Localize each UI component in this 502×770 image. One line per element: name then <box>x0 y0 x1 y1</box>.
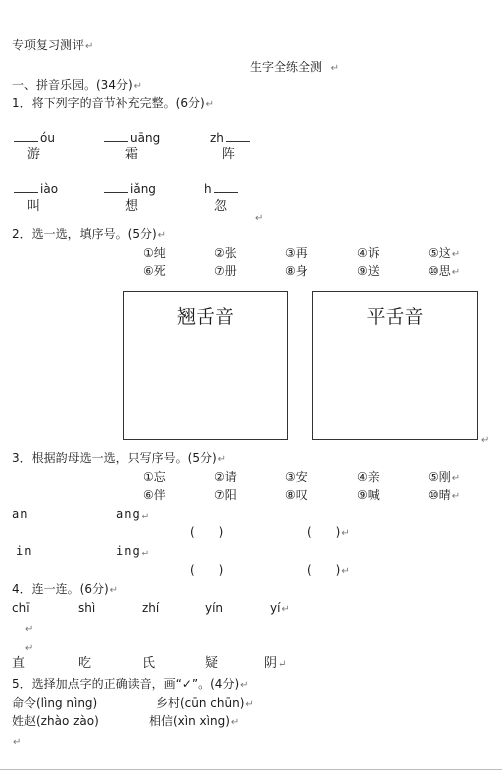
q1-char-hu: 忽 <box>214 199 228 214</box>
answer-blank[interactable] <box>14 131 38 142</box>
q2-option: ⑨送 <box>357 264 380 278</box>
answer-box-title: 平舌音 <box>366 306 424 328</box>
q4-title: 4．连一连。(6分)↵ <box>12 582 119 596</box>
paragraph-mark: ↵ <box>13 737 22 748</box>
q1-char-jiao: 叫 <box>27 199 41 214</box>
q1-char-you: 游 <box>27 147 41 162</box>
q3-option: ⑦阳 <box>214 488 237 502</box>
q1-char-zhen: 阵 <box>222 147 236 162</box>
paragraph-mark: ↵ <box>255 213 264 224</box>
answer-paren[interactable]: ( ) <box>190 525 224 539</box>
q1-pinyin-jiao: iào <box>14 182 58 196</box>
answer-paren[interactable]: ( )↵ <box>307 525 350 539</box>
paragraph-mark: ↵ <box>25 624 34 635</box>
doc-header-title: 专项复习测评↵ <box>12 38 94 52</box>
q3-option: ⑥伴 <box>143 488 166 502</box>
q2-option: ②张 <box>214 246 237 260</box>
q4-pinyin: zhí <box>142 601 160 615</box>
q4-char: 直 <box>12 656 26 671</box>
q5-item: 命令(lìng nìng) <box>12 696 98 710</box>
paragraph-mark: ↵ <box>25 643 34 654</box>
paragraph-mark: ↵ <box>481 435 490 446</box>
q2-option: ③再 <box>285 246 308 260</box>
doc-subtitle: 生字全练全测 ↵ <box>250 60 340 74</box>
q4-pinyin: yín <box>205 601 224 615</box>
answer-blank[interactable] <box>104 182 128 193</box>
q5-item: 相信(xìn xìng)↵ <box>149 714 240 728</box>
answer-blank[interactable] <box>226 131 250 142</box>
answer-paren[interactable]: ( )↵ <box>307 563 350 577</box>
answer-blank[interactable] <box>14 182 38 193</box>
q3-label-in: in <box>16 544 33 558</box>
q2-option: ④诉 <box>357 246 380 260</box>
q2-option: ⑥死 <box>143 264 166 278</box>
q3-label-ang: ang↵ <box>116 507 149 521</box>
q1-pinyin-hu: h <box>204 182 238 196</box>
q3-option: ⑧叹 <box>285 488 308 502</box>
q3-label-ing: ing↵ <box>116 544 149 558</box>
q4-char: 吃 <box>78 656 92 671</box>
q3-label-an: an <box>12 507 29 521</box>
q3-option: ①忘 <box>143 470 166 484</box>
q2-option: ①纯 <box>143 246 166 260</box>
q1-char-xiang: 想 <box>125 199 139 214</box>
q2-option: ⑧身 <box>285 264 308 278</box>
section-1-title: 一、拼音乐园。(34分)↵ <box>12 78 143 92</box>
answer-box-flat-tongue[interactable] <box>312 291 478 440</box>
q1-pinyin-xiang: iǎng <box>104 182 156 196</box>
q3-option: ⑨喊 <box>357 488 380 502</box>
q1-char-shuang: 霜 <box>125 147 139 162</box>
q5-item: 乡村(cūn chūn)↵ <box>156 696 254 710</box>
q3-title: 3．根据韵母选一选，只写序号。(5分)↵ <box>12 451 227 465</box>
q5-item: 姓赵(zhào zào) <box>12 714 99 728</box>
q1-title: 1．将下列字的音节补充完整。(6分)↵ <box>12 96 215 110</box>
answer-box-retroflex[interactable] <box>123 291 288 440</box>
q1-pinyin-shuang: uāng <box>104 131 160 145</box>
q2-option: ⑩思↵ <box>428 264 461 278</box>
q2-option: ⑦册 <box>214 264 237 278</box>
q1-pinyin-you: óu <box>14 131 55 145</box>
q5-title: 5．选择加点字的正确读音，画“✓”。(4分)↵ <box>12 677 249 691</box>
q2-option: ⑤这↵ <box>428 246 461 260</box>
q3-option: ③安 <box>285 470 308 484</box>
q2-title: 2．选一选，填序号。(5分)↵ <box>12 227 167 241</box>
answer-box-title: 翘舌音 <box>176 306 234 328</box>
q3-option: ⑤刚↵ <box>428 470 461 484</box>
q3-option: ②请 <box>214 470 237 484</box>
answer-blank[interactable] <box>104 131 128 142</box>
q4-char: 阴↵ <box>264 656 287 671</box>
q4-pinyin: shì <box>78 601 96 615</box>
q4-pinyin: yí↵ <box>270 601 290 615</box>
answer-blank[interactable] <box>214 182 238 193</box>
q4-pinyin: chī <box>12 601 30 615</box>
answer-paren[interactable]: ( ) <box>190 563 224 577</box>
q3-option: ⑩晴↵ <box>428 488 461 502</box>
q3-option: ④亲 <box>357 470 380 484</box>
q4-char: 氏 <box>142 656 156 671</box>
q1-pinyin-zhen: zh <box>210 131 250 145</box>
q4-char: 疑 <box>205 656 219 671</box>
